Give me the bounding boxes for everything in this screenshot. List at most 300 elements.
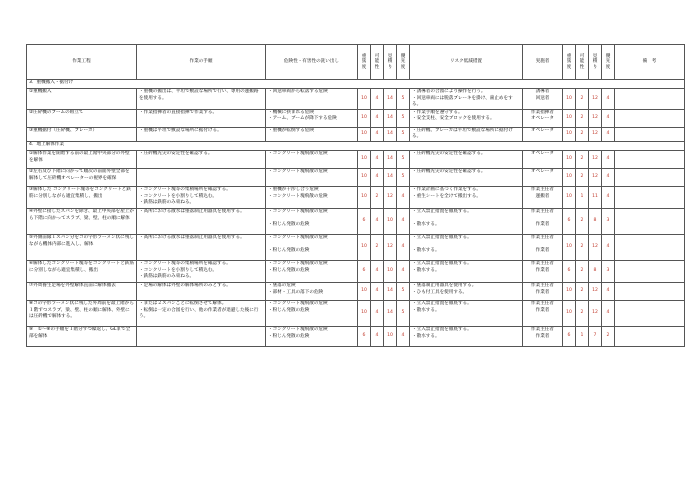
cell-line: ・コンクリート塊飛散の危険 bbox=[268, 150, 328, 156]
measures-cell bbox=[410, 326, 523, 346]
score-e-cell: 14 bbox=[384, 300, 397, 326]
remarks-cell bbox=[615, 326, 685, 346]
cell-line: ・コンクリート塊飛散の危険 bbox=[268, 260, 328, 266]
cell-line bbox=[139, 327, 263, 334]
score-s-cell: 10 bbox=[358, 282, 371, 300]
person-cell bbox=[523, 326, 563, 346]
score-after-s2-cell: 10 bbox=[563, 127, 576, 141]
header-process: 作業工程 bbox=[27, 45, 137, 80]
score-after-l2-cell: 2 bbox=[576, 150, 589, 168]
cell-line: ①重機搬入 bbox=[29, 89, 52, 94]
score-after-p2-cell: 4 bbox=[602, 127, 615, 141]
header-severity-after-label: 重篤度 bbox=[566, 53, 572, 70]
score-l-cell: 4 bbox=[371, 127, 384, 141]
score-p-cell: 5 bbox=[397, 89, 410, 110]
header-person: 実施者 bbox=[523, 45, 563, 80]
table-row bbox=[27, 234, 685, 260]
section-row-heavy-machinery bbox=[27, 80, 685, 89]
score-e-cell: 10 bbox=[384, 260, 397, 282]
score-after-p2-cell: 4 bbox=[602, 89, 615, 110]
person-cell bbox=[523, 260, 563, 282]
score-after-p2-cell: 2 bbox=[602, 326, 615, 346]
score-p-cell: 5 bbox=[397, 150, 410, 168]
cell-line: ・立入禁止措置を徹底する。 bbox=[412, 300, 472, 306]
hazards-cell bbox=[266, 109, 358, 127]
score-after-s2-cell: 10 bbox=[563, 109, 576, 127]
cell-line: ・立入禁止措置を徹底する。 bbox=[412, 326, 472, 332]
score-e-cell: 14 bbox=[384, 150, 397, 168]
cell-line: 作業者 bbox=[535, 222, 550, 228]
score-after-e2-cell: 11 bbox=[589, 186, 602, 208]
cell-line: ・コンクリート塊等の集積場所を確認する。 bbox=[139, 260, 231, 266]
score-s-cell: 10 bbox=[358, 89, 371, 110]
steps-cell bbox=[137, 89, 266, 110]
person-cell bbox=[523, 234, 563, 260]
cell-line: 作業者 bbox=[535, 267, 550, 273]
score-l-cell: 2 bbox=[371, 234, 384, 260]
table-row bbox=[27, 168, 685, 186]
cell-line: ・散水する。 bbox=[412, 307, 440, 313]
cell-line: 作業指揮者 bbox=[531, 109, 554, 115]
person-cell bbox=[523, 168, 563, 186]
cell-line: ・コンクリート塊飛散の危険 bbox=[268, 193, 328, 199]
header-estimate-after-label: 見積り bbox=[592, 53, 598, 70]
score-s-cell: 10 bbox=[358, 150, 371, 168]
person-cell bbox=[523, 89, 563, 110]
measures-cell bbox=[410, 127, 523, 141]
cell-line: ③重機据付（圧砕機、ブレーカ） bbox=[29, 127, 98, 133]
section-row-demolition bbox=[27, 141, 685, 150]
cell-line: ・コンクリート塊飛散の危険 bbox=[268, 326, 328, 332]
cell-line: ⑤外側前縁１スパン分をコの字形ラーメン状に残しながら機体内部に進入し、解体 bbox=[29, 234, 134, 247]
cell-line: ・散水する。 bbox=[412, 267, 440, 273]
cell-line: ・転倒は一定の合図を行い、他の作業者が退避した後に行う。 bbox=[139, 307, 259, 320]
cell-line: ・重機が干渉し合う危険 bbox=[268, 186, 319, 192]
score-after-e2-cell: 12 bbox=[589, 282, 602, 300]
score-l-cell: 4 bbox=[371, 150, 384, 168]
header-estimate bbox=[384, 45, 397, 80]
header-likelihood bbox=[371, 45, 384, 80]
cell-line: ・鉄筋は鉄筋のみ束ねる。 bbox=[139, 274, 195, 280]
cell-line: 作業主任者 bbox=[531, 208, 554, 214]
cell-line: ・誘導者の合図により操作を行う。 bbox=[412, 89, 486, 94]
hazards-cell bbox=[266, 234, 358, 260]
score-e-cell: 14 bbox=[384, 109, 397, 127]
score-e-cell: 14 bbox=[384, 282, 397, 300]
score-e-cell: 14 bbox=[384, 127, 397, 141]
hazards-cell bbox=[266, 260, 358, 282]
table-row bbox=[27, 260, 685, 282]
cell-line: ・圧砕機、ブレーカは平坦で敷設な場所に据付ける。 bbox=[412, 127, 513, 140]
score-after-s2-cell: 10 bbox=[563, 89, 576, 110]
score-after-s2-cell: 6 bbox=[563, 208, 576, 234]
score-e-cell: 14 bbox=[384, 89, 397, 110]
remarks-cell bbox=[615, 234, 685, 260]
cell-line: ⑥解体したコンクリート塊等をコンクリートと鉄筋に分別しながら適宜集積し、搬出 bbox=[29, 260, 134, 273]
cell-line: ・高所における散水は墜落制止用器具を使用する。 bbox=[139, 234, 245, 240]
table-row bbox=[27, 109, 685, 127]
cell-line: ・重機の搬出は、平坦で敷設な場所で行い、専用の運搬路を使用する。 bbox=[139, 89, 259, 101]
cell-line: 作業主任者 bbox=[531, 234, 554, 240]
cell-line: ・ひも付工具を使用する。 bbox=[412, 289, 468, 295]
measures-cell bbox=[410, 260, 523, 282]
table-row bbox=[27, 326, 685, 346]
score-after-e2-cell: 12 bbox=[589, 127, 602, 141]
cell-line: ・粉じん発散の危険 bbox=[268, 307, 310, 313]
header-estimate-label: 見積り bbox=[387, 53, 393, 70]
cell-line: ・重生シートを全けて搬出する。 bbox=[412, 193, 481, 199]
process-cell bbox=[27, 300, 137, 326]
cell-line: ・粉じん発散の危険 bbox=[268, 333, 310, 339]
cell-line: 運搬者 bbox=[535, 193, 550, 199]
score-after-e2-cell: 12 bbox=[589, 150, 602, 168]
score-e-cell: 10 bbox=[384, 326, 397, 346]
person-cell bbox=[523, 300, 563, 326]
person-cell bbox=[523, 208, 563, 234]
cell-line: 作業主任者 bbox=[531, 186, 554, 192]
score-e-cell: 12 bbox=[384, 186, 397, 208]
steps-cell bbox=[137, 127, 266, 141]
cell-line: ・圧砕機先尖の安定性を確認する。 bbox=[412, 150, 486, 156]
table-row bbox=[27, 186, 685, 208]
score-after-l2-cell: 2 bbox=[576, 127, 589, 141]
header-remarks: 備 考 bbox=[615, 45, 685, 80]
score-after-l2-cell: 1 bbox=[576, 186, 589, 208]
score-after-p2-cell: 4 bbox=[602, 109, 615, 127]
header-hazards: 危険性・有害性の洗い出し bbox=[266, 45, 358, 80]
steps-cell bbox=[137, 234, 266, 260]
process-cell bbox=[27, 234, 137, 260]
score-after-l2-cell: 2 bbox=[576, 300, 589, 326]
table-header bbox=[27, 45, 685, 80]
process-cell bbox=[27, 168, 137, 186]
score-after-l2-cell: 2 bbox=[576, 89, 589, 110]
cell-line: ②左右及び下階に向かって順次の前面外壁全部を解体して圧砕機オペレーターの視界を確保 bbox=[29, 168, 130, 181]
score-after-l2-cell: 2 bbox=[576, 260, 589, 282]
score-s-cell: 6 bbox=[358, 326, 371, 346]
score-after-s2-cell: 10 bbox=[563, 186, 576, 208]
cell-line: ・安全支柱、安全ブロックを使用する。 bbox=[412, 116, 495, 122]
cell-line: ④外壁に接したスパンを除き、最上中央部を屋上から下階に向かってスラブ、梁、壁、柱の順に解体 bbox=[29, 208, 134, 221]
hazards-cell bbox=[266, 127, 358, 141]
header-priority-after-label: 優先度 bbox=[605, 53, 611, 70]
cell-line: ・粉じん発散の危険 bbox=[268, 267, 310, 273]
cell-line: 作業主任者 bbox=[531, 326, 554, 332]
measures-cell bbox=[410, 234, 523, 260]
process-cell bbox=[27, 208, 137, 234]
table-body bbox=[27, 80, 685, 347]
cell-line: 作業主任者 bbox=[531, 260, 554, 266]
score-after-s2-cell: 10 bbox=[563, 282, 576, 300]
header-severity-label: 重篤度 bbox=[361, 53, 367, 70]
score-l-cell: 4 bbox=[371, 168, 384, 186]
score-p-cell: 5 bbox=[397, 300, 410, 326]
score-after-p2-cell: 4 bbox=[602, 186, 615, 208]
measures-cell bbox=[410, 150, 523, 168]
person-cell bbox=[523, 282, 563, 300]
remarks-cell bbox=[615, 186, 685, 208]
table-row bbox=[27, 150, 685, 168]
score-after-e2-cell: 12 bbox=[589, 234, 602, 260]
score-l-cell: 4 bbox=[371, 208, 384, 234]
cell-line: ・コンクリート塊飛散の危険 bbox=[268, 168, 328, 174]
cell-line: ・コンクリート塊等の集積場所を確認する。 bbox=[139, 186, 231, 192]
score-after-e2-cell: 12 bbox=[589, 300, 602, 326]
remarks-cell bbox=[615, 127, 685, 141]
score-e-cell: 12 bbox=[384, 234, 397, 260]
score-after-p2-cell: 4 bbox=[602, 282, 615, 300]
score-e-cell: 14 bbox=[384, 168, 397, 186]
header-likelihood-label: 可能性 bbox=[374, 53, 380, 70]
section-title-heavy-machinery: 3．重機搬入・据付け bbox=[27, 80, 685, 89]
cell-line: オペレータ bbox=[531, 116, 554, 122]
score-p-cell: 5 bbox=[397, 109, 410, 127]
remarks-cell bbox=[615, 150, 685, 168]
score-after-s2-cell: 10 bbox=[563, 300, 576, 326]
cell-line: 回送者 bbox=[535, 95, 550, 101]
cell-line: ・部材・工具の落下の危険 bbox=[268, 289, 324, 295]
hazards-cell bbox=[266, 186, 358, 208]
cell-line: ②圧砕機のブームの組立て bbox=[29, 109, 84, 115]
score-after-e2-cell: 8 bbox=[589, 260, 602, 282]
score-after-l2-cell: 2 bbox=[576, 208, 589, 234]
header-steps: 作業の手順 bbox=[137, 45, 266, 80]
steps-cell bbox=[137, 109, 266, 127]
remarks-cell bbox=[615, 168, 685, 186]
score-after-p2-cell: 4 bbox=[602, 168, 615, 186]
steps-cell bbox=[137, 260, 266, 282]
cell-line: ・足場の解体は外壁の解体場所のみとする。 bbox=[139, 282, 231, 288]
header-priority-label: 優先度 bbox=[400, 53, 406, 70]
score-l-cell: 4 bbox=[371, 109, 384, 127]
score-p-cell: 5 bbox=[397, 127, 410, 141]
score-after-p2-cell: 4 bbox=[602, 300, 615, 326]
score-after-p2-cell: 3 bbox=[602, 260, 615, 282]
score-p-cell: 4 bbox=[397, 208, 410, 234]
header-priority-after bbox=[602, 45, 615, 80]
score-s-cell: 10 bbox=[358, 168, 371, 186]
cell-line: ・作業手順を遵守する。 bbox=[412, 109, 463, 115]
score-s-cell: 10 bbox=[358, 234, 371, 260]
steps-cell bbox=[137, 300, 266, 326]
cell-line: 作業者 bbox=[535, 248, 550, 254]
score-after-e2-cell: 12 bbox=[589, 168, 602, 186]
measures-cell bbox=[410, 208, 523, 234]
score-e-cell: 10 bbox=[384, 208, 397, 234]
score-l-cell: 4 bbox=[371, 300, 384, 326]
score-p-cell: 5 bbox=[397, 282, 410, 300]
cell-line: ・アーム、ブームが降下する危険 bbox=[268, 116, 337, 122]
cell-line: ①解体作業を開始する前の最上階中央部分の外壁を解体 bbox=[29, 150, 130, 163]
cell-line: オペレータ bbox=[531, 168, 554, 174]
header-priority bbox=[397, 45, 410, 80]
cell-line: ・散水する。 bbox=[412, 333, 440, 339]
cell-line: 作業者 bbox=[535, 333, 550, 339]
score-after-p2-cell: 3 bbox=[602, 208, 615, 234]
risk-assessment-table bbox=[26, 44, 685, 347]
score-after-s2-cell: 10 bbox=[563, 168, 576, 186]
cell-line: ・コンクリートを小割りして積込む。 bbox=[139, 267, 218, 273]
remarks-cell bbox=[615, 208, 685, 234]
header-estimate-after bbox=[589, 45, 602, 80]
cell-line: ・立入禁止措置を徹底する。 bbox=[412, 260, 472, 266]
cell-line: オペレータ bbox=[531, 150, 554, 156]
person-cell bbox=[523, 127, 563, 141]
process-cell bbox=[27, 150, 137, 168]
score-l-cell: 4 bbox=[371, 89, 384, 110]
hazards-cell bbox=[266, 89, 358, 110]
process-cell bbox=[27, 89, 137, 110]
score-p-cell: 4 bbox=[397, 260, 410, 282]
score-after-p2-cell: 4 bbox=[602, 150, 615, 168]
header-likelihood-after-label: 可能性 bbox=[579, 53, 585, 70]
cell-line: ・回送車両には脱落ブレーキを掛け、歯止めをする。 bbox=[412, 95, 513, 108]
process-cell bbox=[27, 109, 137, 127]
steps-cell bbox=[137, 150, 266, 168]
hazards-cell bbox=[266, 282, 358, 300]
cell-line: ・鉄筋は鉄筋のみ束ねる。 bbox=[139, 200, 195, 206]
score-s-cell: 10 bbox=[358, 109, 371, 127]
cell-line: ・墜落制止用器具を使用する。 bbox=[412, 282, 477, 288]
process-cell bbox=[27, 326, 137, 346]
cell-line: ・作業指揮者の直接指揮で作業する。 bbox=[139, 109, 218, 115]
table-row bbox=[27, 127, 685, 141]
score-after-s2-cell: 10 bbox=[563, 150, 576, 168]
cell-line: ・または２スパンごとに転倒させて解体。 bbox=[139, 300, 227, 306]
score-after-l2-cell: 2 bbox=[576, 234, 589, 260]
cell-line: ・コンクリート塊飛散の危険 bbox=[268, 234, 328, 240]
header-measures: リスク低減措置 bbox=[410, 45, 523, 80]
score-after-e2-cell: 7 bbox=[589, 326, 602, 346]
score-p-cell: 4 bbox=[397, 234, 410, 260]
score-s-cell: 6 bbox=[358, 208, 371, 234]
cell-line: ・コンクリート塊飛散の危険 bbox=[268, 208, 328, 214]
score-after-s2-cell: 6 bbox=[563, 326, 576, 346]
score-p-cell: 5 bbox=[397, 168, 410, 186]
table-row bbox=[27, 282, 685, 300]
table-row bbox=[27, 89, 685, 110]
score-l-cell: 4 bbox=[371, 326, 384, 346]
cell-line: ・重機は平坦で敷設な場所に据付ける。 bbox=[139, 127, 222, 133]
table-row bbox=[27, 300, 685, 326]
measures-cell bbox=[410, 89, 523, 110]
cell-line: 作業主任者 bbox=[531, 282, 554, 288]
score-p-cell: 4 bbox=[397, 186, 410, 208]
cell-line: ・機械に挟まれる危険 bbox=[268, 109, 314, 115]
cell-line: 作業主任者 bbox=[531, 300, 554, 306]
measures-cell bbox=[410, 186, 523, 208]
person-cell bbox=[523, 186, 563, 208]
score-after-l2-cell: 2 bbox=[576, 168, 589, 186]
cell-line: ⑦外周養生足場を外壁解体直前に解体撤去 bbox=[29, 282, 116, 288]
section-title-demolition: 4．地上解体作業 bbox=[27, 141, 685, 150]
score-after-e2-cell: 8 bbox=[589, 208, 602, 234]
score-after-l2-cell: 2 bbox=[576, 282, 589, 300]
measures-cell bbox=[410, 109, 523, 127]
remarks-cell bbox=[615, 109, 685, 127]
cell-line: 作業者 bbox=[535, 307, 550, 313]
cell-line: 誘導者 bbox=[535, 89, 550, 94]
score-after-l2-cell: 1 bbox=[576, 326, 589, 346]
process-cell bbox=[27, 186, 137, 208]
header-severity bbox=[358, 45, 371, 80]
cell-line: ・コンクリートを小割りして積込む。 bbox=[139, 193, 218, 199]
score-s-cell: 10 bbox=[358, 300, 371, 326]
cell-line: ・圧砕機先尖の安定性を確認する。 bbox=[412, 168, 486, 174]
cell-line: ・作業計画に基づく作業をする。 bbox=[412, 186, 481, 192]
score-after-p2-cell: 4 bbox=[602, 234, 615, 260]
cell-line: 作業者 bbox=[535, 289, 550, 295]
hazards-cell bbox=[266, 208, 358, 234]
cell-line: ③解体した コンクリート塊等をコンクリートと鉄筋に分別しながら適宜集積し、搬出 bbox=[29, 186, 131, 199]
cell-line: ・立入禁止措置を徹底する。 bbox=[412, 234, 472, 240]
cell-line bbox=[139, 169, 263, 176]
cell-line: ・墜落の危険 bbox=[268, 282, 296, 288]
steps-cell bbox=[137, 326, 266, 346]
header-likelihood-after bbox=[576, 45, 589, 80]
score-l-cell: 4 bbox=[371, 260, 384, 282]
table-row bbox=[27, 208, 685, 234]
person-cell bbox=[523, 150, 563, 168]
score-after-l2-cell: 2 bbox=[576, 109, 589, 127]
score-after-s2-cell: 10 bbox=[563, 234, 576, 260]
hazards-cell bbox=[266, 168, 358, 186]
score-s-cell: 6 bbox=[358, 260, 371, 282]
measures-cell bbox=[410, 168, 523, 186]
steps-cell bbox=[137, 208, 266, 234]
cell-line: ・粉じん発散の危険 bbox=[268, 222, 310, 228]
hazards-cell bbox=[266, 150, 358, 168]
measures-cell bbox=[410, 300, 523, 326]
score-after-s2-cell: 6 bbox=[563, 260, 576, 282]
cell-line: オペレータ bbox=[531, 127, 554, 133]
cell-line: ・粉じん発散の危険 bbox=[268, 248, 310, 254]
score-after-e2-cell: 12 bbox=[589, 109, 602, 127]
process-cell bbox=[27, 127, 137, 141]
cell-line: ・立入禁止措置を徹底する。 bbox=[412, 208, 472, 214]
score-after-e2-cell: 12 bbox=[589, 89, 602, 110]
process-cell bbox=[27, 282, 137, 300]
remarks-cell bbox=[615, 300, 685, 326]
steps-cell bbox=[137, 168, 266, 186]
steps-cell bbox=[137, 282, 266, 300]
remarks-cell bbox=[615, 282, 685, 300]
hazards-cell bbox=[266, 300, 358, 326]
score-p-cell: 4 bbox=[397, 326, 410, 346]
remarks-cell bbox=[615, 260, 685, 282]
score-s-cell: 10 bbox=[358, 186, 371, 208]
process-cell bbox=[27, 260, 137, 282]
cell-line: ⑧コの字形ラーメン状に残した外周前を最上階から１階ずつスラブ、梁、壁、柱の順に解体、外壁には圧砕機で解体する。 bbox=[29, 300, 134, 320]
cell-line: ・散水する。 bbox=[412, 222, 440, 228]
cell-line: ⑨ ①～⑧の手順を１階分ずつ繰返し、GLまで全部を解体 bbox=[29, 326, 131, 339]
cell-line: ・回送車両から転落する危険 bbox=[268, 89, 328, 94]
steps-cell bbox=[137, 186, 266, 208]
remarks-cell bbox=[615, 89, 685, 110]
hazards-cell bbox=[266, 326, 358, 346]
cell-line: ・圧砕機先尖の安定性を確認する。 bbox=[139, 150, 213, 156]
cell-line: ・重機が転倒する危険 bbox=[268, 127, 314, 133]
cell-line: ・散水する。 bbox=[412, 248, 440, 254]
score-s-cell: 10 bbox=[358, 127, 371, 141]
cell-line: ・コンクリート塊飛散の危険 bbox=[268, 300, 328, 306]
score-l-cell: 4 bbox=[371, 282, 384, 300]
score-l-cell: 2 bbox=[371, 186, 384, 208]
header-severity-after bbox=[563, 45, 576, 80]
cell-line: ・高所における散水は墜落制止用器具を使用する。 bbox=[139, 208, 245, 214]
person-cell bbox=[523, 109, 563, 127]
measures-cell bbox=[410, 282, 523, 300]
